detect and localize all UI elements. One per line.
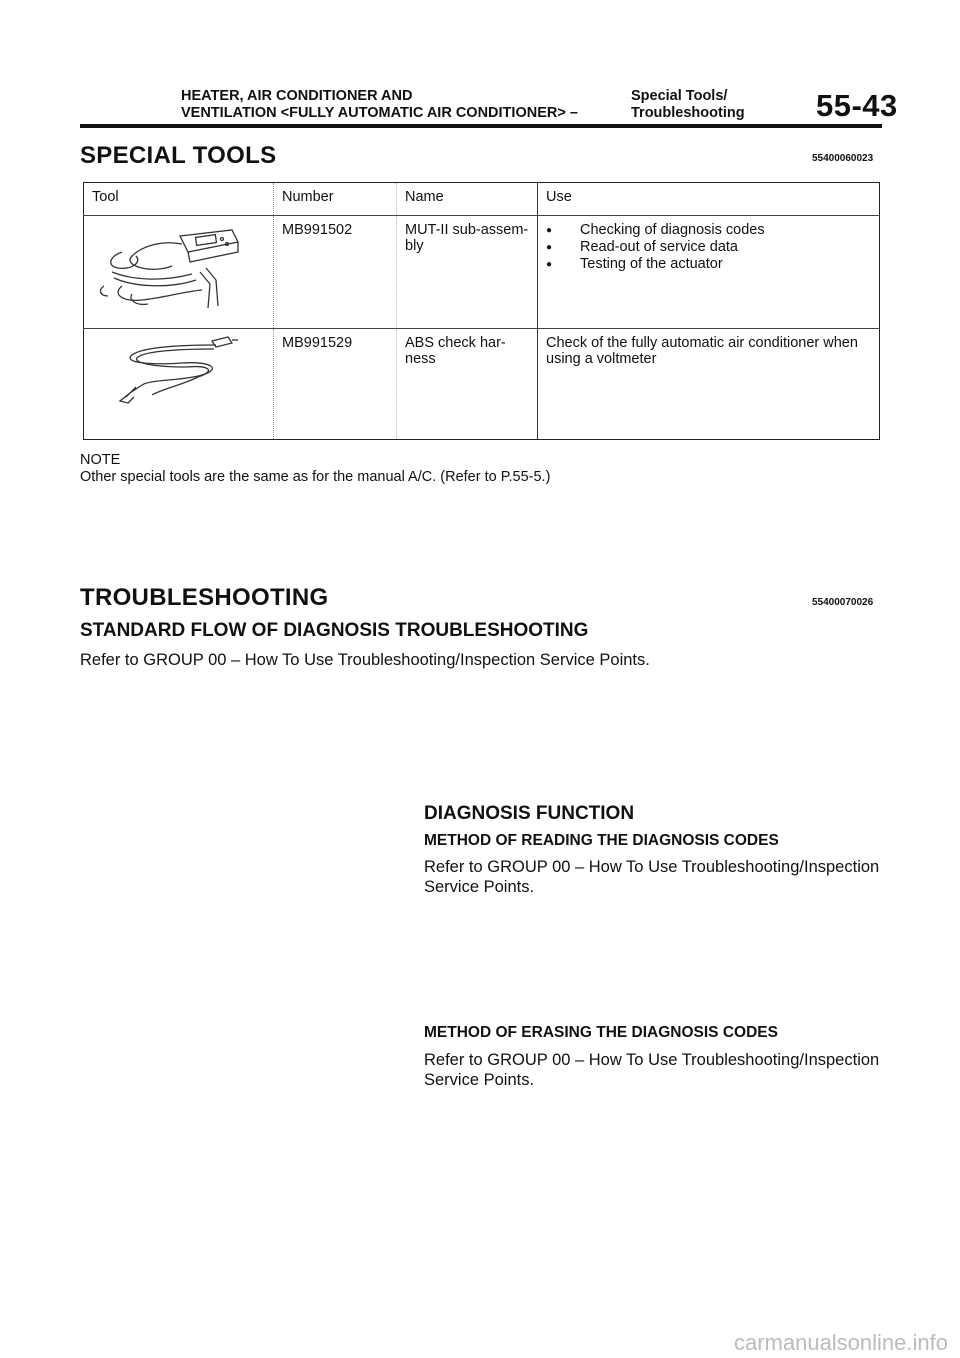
tool-use-list bbox=[546, 222, 871, 273]
note-label: NOTE bbox=[80, 452, 121, 468]
col-header-tool: Tool bbox=[84, 183, 274, 216]
tool-number: MB991502 bbox=[274, 216, 397, 329]
troubleshooting-title: TROUBLESHOOTING bbox=[80, 584, 329, 611]
troubleshooting-subtitle: STANDARD FLOW OF DIAGNOSIS TROUBLESHOOTING bbox=[80, 620, 589, 641]
erasing-text-line1: Refer to GROUP 00 – How To Use Troubleshooting/Inspection bbox=[424, 1051, 880, 1069]
tool-name: MUT-II sub-assem-bly bbox=[397, 216, 538, 329]
tool-use bbox=[538, 216, 880, 329]
header-rule bbox=[80, 124, 882, 128]
list-item: ● Checking of diagnosis codes bbox=[546, 222, 871, 239]
note-block bbox=[80, 452, 550, 486]
col-header-name: Name bbox=[397, 183, 538, 216]
header-mid-line1: Special Tools/ bbox=[631, 88, 728, 104]
troubleshooting-code: 55400070026 bbox=[812, 597, 874, 608]
tool-illustration-cell bbox=[84, 329, 274, 440]
table-row bbox=[84, 329, 880, 440]
tool-number: MB991529 bbox=[274, 329, 397, 440]
erasing-text-line2: Service Points. bbox=[424, 1071, 535, 1089]
list-item: ● Read-out of service data bbox=[546, 239, 871, 256]
watermark-text: carmanualsonline.info bbox=[733, 1330, 948, 1355]
special-tools-title: SPECIAL TOOLS bbox=[80, 142, 277, 169]
tool-name: ABS check har-ness bbox=[397, 329, 538, 440]
col-header-use: Use bbox=[538, 183, 880, 216]
table-header-row bbox=[84, 183, 880, 216]
reading-text-line2: Service Points. bbox=[424, 878, 535, 896]
header-section-title bbox=[181, 88, 578, 122]
page-number: 55-43 bbox=[816, 88, 898, 123]
table-row bbox=[84, 216, 880, 329]
tool-illustration-cell bbox=[84, 216, 274, 329]
header-left-line1: HEATER, AIR CONDITIONER AND bbox=[181, 88, 413, 104]
special-tools-code: 55400060023 bbox=[812, 153, 874, 164]
header-subsection bbox=[631, 88, 745, 122]
reading-text-line1: Refer to GROUP 00 – How To Use Troubleshooting/Inspection bbox=[424, 858, 880, 876]
list-item: ● Testing of the actuator bbox=[546, 256, 871, 273]
erasing-codes-text bbox=[424, 1050, 879, 1090]
diagnosis-title: DIAGNOSIS FUNCTION bbox=[424, 803, 635, 824]
reading-codes-title: METHOD OF READING THE DIAGNOSIS CODES bbox=[424, 832, 779, 849]
erasing-codes-title: METHOD OF ERASING THE DIAGNOSIS CODES bbox=[424, 1024, 778, 1041]
header-mid-line2: Troubleshooting bbox=[631, 105, 745, 121]
troubleshooting-text: Refer to GROUP 00 – How To Use Troubleshooting/Inspection Service Points. bbox=[80, 651, 650, 669]
col-header-number: Number bbox=[274, 183, 397, 216]
tool-use: Check of the fully automatic air conditioner when using a voltmeter bbox=[546, 335, 858, 367]
check-harness-icon bbox=[92, 335, 242, 405]
header-left-line2: VENTILATION <FULLY AUTOMATIC AIR CONDITIONER> – bbox=[181, 105, 578, 121]
note-text: Other special tools are the same as for the manual A/C. (Refer to P.55-5.) bbox=[80, 469, 551, 485]
reading-codes-text bbox=[424, 857, 879, 897]
special-tools-table bbox=[83, 182, 880, 440]
mut-ii-tester-icon bbox=[92, 222, 242, 314]
